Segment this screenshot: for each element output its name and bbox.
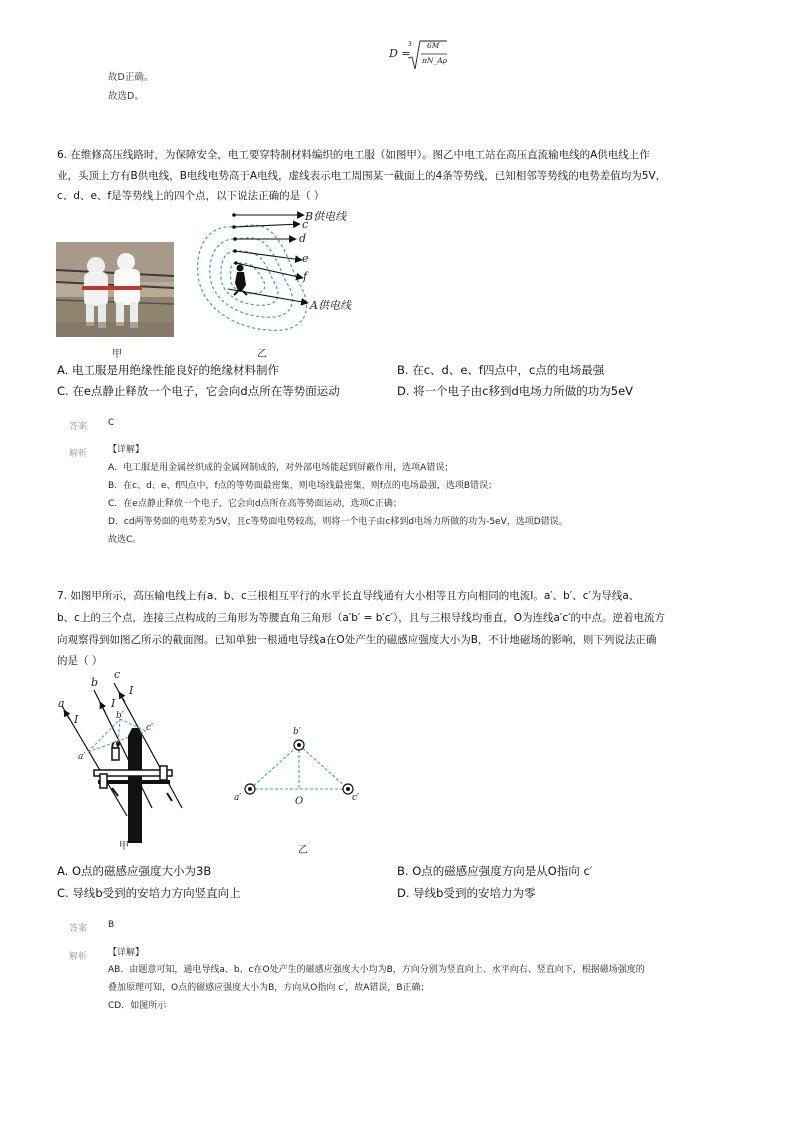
q6-fig-d-label: d [299,232,307,245]
top-line-2: 故选D。 [108,91,144,102]
q7-fig-bp-label: b′ [116,711,124,721]
q7-detail-line-3: CD．如图所示 [108,1001,167,1011]
q7-detail-line-2: 叠加原理可知，O点的磁感应强度大小为B，方向从O指向 c′，故A错误，B正确； [108,983,430,993]
q7-fig-cp-label: c′ [146,723,154,733]
q7-fig-i-label-a: I [74,713,79,726]
q6-photo-electricians [56,242,174,337]
q6-stem-line-2: 业，头顶上方有B供电线，B电线电势高于A电线，虚线表示电工周围某一截面上的4条等势线，已知相邻等势线的电势差值均为5V， [57,170,667,182]
q6-figure-equipotential [190,205,370,345]
q6-option-b: B. 在c、d、e、f四点中，c点的电场最强 [397,363,605,377]
top-line-1: 故D正确。 [108,72,154,83]
q7-fig-label-yi: 乙 [298,845,308,856]
wire-b-dot-icon [294,740,304,750]
q7-stem-line-4: 的是（ ） [57,655,103,667]
q7-analysis-label: 解析 [69,952,88,962]
q6-detail-line-5: 故选C。 [108,535,142,545]
q7-fig2-ap-label: a′ [234,793,242,803]
q6-stem-line-3: c、d、e、f是等势线上的四个点，以下说法正确的是（ ） [57,190,325,202]
q7-option-b: B. O点的磁感应强度方向是从O指向 c′ [397,864,593,878]
q6-detail-title: 【详解】 [108,445,145,455]
formula-denominator: πN_Aρ [422,56,448,65]
q6-fig-label-jia: 甲 [112,349,122,360]
q6-fig-c-label: c [302,218,309,231]
q6-fig-a-label: A供电线 [310,299,351,312]
q6-detail-line-4: D．cd两等势面的电势差为5V，且c等势面电势较高，则将一个电子由c移到d电场力所做的功为-5eV，选项D错误。 [108,517,568,527]
q6-answer-value: C [108,418,115,428]
formula-block [385,38,465,72]
q7-detail-line-1: AB．由题意可知，通电导线a、b、c在O处产生的磁感应强度大小均为B，方向分别为竖直向上、水平向右、竖直向下，根据磁场强度的 [108,965,645,975]
q7-option-c: C. 导线b受到的安培力方向竖直向上 [57,886,241,900]
q7-answer-label: 答案 [69,924,88,934]
q7-stem-line-3: 向观察得到如图乙所示的截面图。已知单独一根通电导线a在O处产生的磁感应强度大小为B，不计地磁场的影响，则下列说法正确 [57,634,657,646]
q7-option-d: D. 导线b受到的安培力为零 [397,886,536,900]
q7-fig-a-label: a [58,697,65,710]
q7-fig-i-label-b: I [111,697,116,710]
q7-fig-b-label: b [91,676,99,689]
q7-answer-value: B [108,920,115,930]
q6-fig-e-label: e [302,252,309,265]
q6-option-c: C. 在e点静止释放一个电子，它会向d点所在等势面运动 [57,384,340,398]
q7-fig2-o-label: O [295,796,304,807]
q7-fig2-bp-label: b′ [293,727,301,737]
q7-stem-line-2: b、c上的三个点，连接三点构成的三角形为等腰直角三角形（a′b′ = b′c′），且与三根导线均垂直，O为连线a′c′的中点。逆着电流方 [57,612,665,624]
q6-detail-line-3: C．在e点静止释放一个电子，它会向d点所在高等势面运动，选项C正确； [108,499,402,509]
q7-option-a: A. O点的磁感应强度大小为3B [57,864,212,878]
q6-fig-f-label: f [303,270,308,283]
q6-option-a: A. 电工服是用绝缘性能良好的绝缘材料制作 [57,363,279,377]
formula-root-index: 3 [408,41,412,48]
q7-fig2-cp-label: c′ [352,793,360,803]
q6-fig-label-yi: 乙 [257,349,267,360]
q7-fig-label-jia: 甲 [119,841,129,852]
formula-lhs: D = [389,47,411,60]
q7-figure-cross-section [236,735,366,800]
q6-option-d: D. 将一个电子由c移到d电场力所做的功为5eV [397,384,634,398]
q6-answer-label: 答案 [69,422,88,432]
q6-analysis-label: 解析 [69,449,88,459]
q6-detail-line-1: A．电工服是用金属丝织成的金属网制成的，对外部电场能起到屏蔽作用，选项A错误； [108,463,454,473]
q7-fig-i-label-c: I [129,684,134,697]
q6-stem-line-1: 6. 在维修高压线路时，为保障安全，电工要穿特制材料编织的电工服（如图甲）。图乙中电工站在高压直流输电线的A供电线上作 [57,149,650,161]
q7-fig-o-label: O [111,741,120,752]
q6-detail-line-2: B．在c、d、e、f四点中，f点的等势面最密集，则电场线最密集，则f点的电场最强，选项B错误； [108,481,498,491]
q7-detail-title: 【详解】 [108,948,145,958]
q6-fig-b-label: B供电线 [305,210,347,223]
q7-figure-pole [52,668,187,843]
formula-numerator: 6M [427,41,440,50]
q7-stem-line-1: 7. 如图甲所示，高压输电线上有a、b、c三根相互平行的水平长直导线通有大小相等且方向相同的电流I。a′、b′、c′为导线a、 [57,590,640,602]
q7-fig-c-label: c [114,668,121,681]
q7-fig-ap-label: a′ [78,752,86,762]
wire-a-dot-icon [245,784,255,794]
